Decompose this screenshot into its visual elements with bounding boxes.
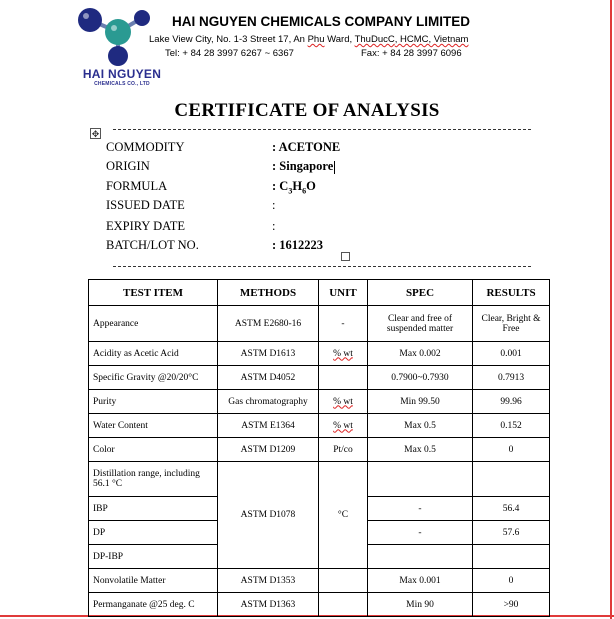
cell-method: ASTM D1613 bbox=[218, 342, 319, 366]
info-label: BATCH/LOT NO. bbox=[106, 238, 199, 252]
cell-method: Gas chromatography bbox=[218, 390, 319, 414]
table-row bbox=[89, 414, 550, 438]
logo-main-text: HAI NGUYEN bbox=[82, 67, 162, 81]
cell-unit bbox=[319, 366, 368, 390]
cell-spec: Max 0.5 bbox=[368, 414, 473, 438]
cell-item: Purity bbox=[89, 390, 218, 414]
cell-result: Clear, Bright & Free bbox=[473, 306, 550, 342]
table-row bbox=[89, 366, 550, 390]
table-row bbox=[89, 593, 550, 617]
cell-spec bbox=[368, 462, 473, 497]
cell-item: Water Content bbox=[89, 414, 218, 438]
table-header-row bbox=[89, 280, 550, 306]
formula-sub1: 3 bbox=[288, 186, 293, 196]
company-name: HAI NGUYEN CHEMICALS COMPANY LIMITED bbox=[172, 14, 471, 29]
cell-unit: °C bbox=[319, 462, 368, 569]
cell-item: Specific Gravity @20/20°C bbox=[89, 366, 218, 390]
cell-spec: Min 90 bbox=[368, 593, 473, 617]
table-row bbox=[89, 569, 550, 593]
table-move-handle-icon[interactable]: ✥ bbox=[91, 129, 100, 139]
cell-item: Appearance bbox=[89, 306, 218, 342]
cell-item: DP bbox=[89, 521, 218, 545]
cell-method: ASTM E2680-16 bbox=[218, 306, 319, 342]
info-label: EXPIRY DATE bbox=[106, 219, 186, 233]
cell-spec: Max 0.5 bbox=[368, 438, 473, 462]
cell-method: ASTM D1078 bbox=[218, 462, 319, 569]
info-value[interactable] bbox=[272, 159, 335, 174]
cell-method: ASTM D1363 bbox=[218, 593, 319, 617]
cell-result bbox=[473, 545, 550, 569]
formula-sub2: 6 bbox=[302, 186, 307, 196]
info-label: COMMODITY bbox=[106, 140, 185, 154]
cell-result: 0.152 bbox=[473, 414, 550, 438]
cell-method: ASTM D1209 bbox=[218, 438, 319, 462]
analysis-table bbox=[88, 279, 550, 617]
cell-spec: Max 0.001 bbox=[368, 569, 473, 593]
company-tel: Tel: + 84 28 3997 6267 ~ 6367 bbox=[165, 48, 294, 59]
cell-method: ASTM E1364 bbox=[218, 414, 319, 438]
table-row bbox=[89, 342, 550, 366]
dashed-divider-top bbox=[113, 129, 531, 130]
company-address bbox=[149, 34, 468, 45]
cell-method: ASTM D4052 bbox=[218, 366, 319, 390]
info-value: : bbox=[272, 198, 276, 212]
cell-result: 57.6 bbox=[473, 521, 550, 545]
cell-result: 0.7913 bbox=[473, 366, 550, 390]
cell-spec: - bbox=[368, 521, 473, 545]
address-prefix: Lake View City, No. 1-3 Street 17, An bbox=[149, 34, 308, 45]
header-unit: UNIT bbox=[319, 280, 368, 306]
address-ward: Phu bbox=[307, 34, 325, 45]
formula-suffix: O bbox=[306, 179, 316, 193]
address-mid: Ward, bbox=[324, 34, 355, 45]
logo-sub-text: CHEMICALS CO., LTD bbox=[94, 81, 150, 87]
info-value: : ACETONE bbox=[272, 140, 341, 154]
cell-unit bbox=[319, 593, 368, 617]
formula-value bbox=[272, 179, 316, 196]
dashed-divider-bottom bbox=[113, 266, 531, 267]
resize-handle-icon[interactable] bbox=[341, 252, 350, 261]
cell-spec: - bbox=[368, 497, 473, 521]
cell-spec bbox=[368, 545, 473, 569]
text-cursor bbox=[334, 161, 335, 174]
cell-result: 99.96 bbox=[473, 390, 550, 414]
origin-value: : Singapore bbox=[272, 159, 334, 173]
header-spec: SPEC bbox=[368, 280, 473, 306]
info-value: : bbox=[272, 219, 276, 233]
table-row bbox=[89, 462, 550, 497]
address-suffix: , HCMC, Vietnam bbox=[394, 34, 469, 45]
cell-result bbox=[473, 462, 550, 497]
address-district: ThuDucC bbox=[354, 34, 395, 45]
document-title: CERTIFICATE OF ANALYSIS bbox=[174, 100, 440, 121]
cell-result: 56.4 bbox=[473, 497, 550, 521]
info-label: ORIGIN bbox=[106, 159, 150, 173]
cell-result: >90 bbox=[473, 593, 550, 617]
cell-unit bbox=[319, 569, 368, 593]
cell-unit: - bbox=[319, 306, 368, 342]
cell-item: Acidity as Acetic Acid bbox=[89, 342, 218, 366]
cell-result: 0 bbox=[473, 438, 550, 462]
company-fax: Fax: + 84 28 3997 6096 bbox=[361, 48, 462, 59]
cell-unit: % wt bbox=[319, 414, 368, 438]
cell-item: Distillation range, including 56.1 °C bbox=[89, 462, 218, 497]
table-row bbox=[89, 306, 550, 342]
info-value: : 1612223 bbox=[272, 238, 324, 252]
cell-method: ASTM D1353 bbox=[218, 569, 319, 593]
logo-wordmark bbox=[76, 68, 168, 87]
cell-item: Color bbox=[89, 438, 218, 462]
formula-mid: H bbox=[292, 179, 303, 193]
cell-item: DP-IBP bbox=[89, 545, 218, 569]
header-results: RESULTS bbox=[473, 280, 550, 306]
cell-item: IBP bbox=[89, 497, 218, 521]
cell-item: Nonvolatile Matter bbox=[89, 569, 218, 593]
page-frame-right bbox=[610, 0, 612, 619]
header-test-item: TEST ITEM bbox=[89, 280, 218, 306]
cell-unit: % wt bbox=[319, 390, 368, 414]
header-methods: METHODS bbox=[218, 280, 319, 306]
cell-result: 0 bbox=[473, 569, 550, 593]
formula-prefix: : C bbox=[272, 179, 289, 193]
cell-unit: Pt/co bbox=[319, 438, 368, 462]
cell-unit: % wt bbox=[319, 342, 368, 366]
table-row bbox=[89, 390, 550, 414]
info-label: FORMULA bbox=[106, 179, 168, 193]
cell-item: Permanganate @25 deg. C bbox=[89, 593, 218, 617]
cell-spec: Clear and free of suspended matter bbox=[368, 306, 473, 342]
cell-result: 0.001 bbox=[473, 342, 550, 366]
info-label: ISSUED DATE bbox=[106, 198, 185, 212]
table-row bbox=[89, 438, 550, 462]
cell-spec: 0.7900~0.7930 bbox=[368, 366, 473, 390]
cell-spec: Max 0.002 bbox=[368, 342, 473, 366]
cell-spec: Min 99.50 bbox=[368, 390, 473, 414]
